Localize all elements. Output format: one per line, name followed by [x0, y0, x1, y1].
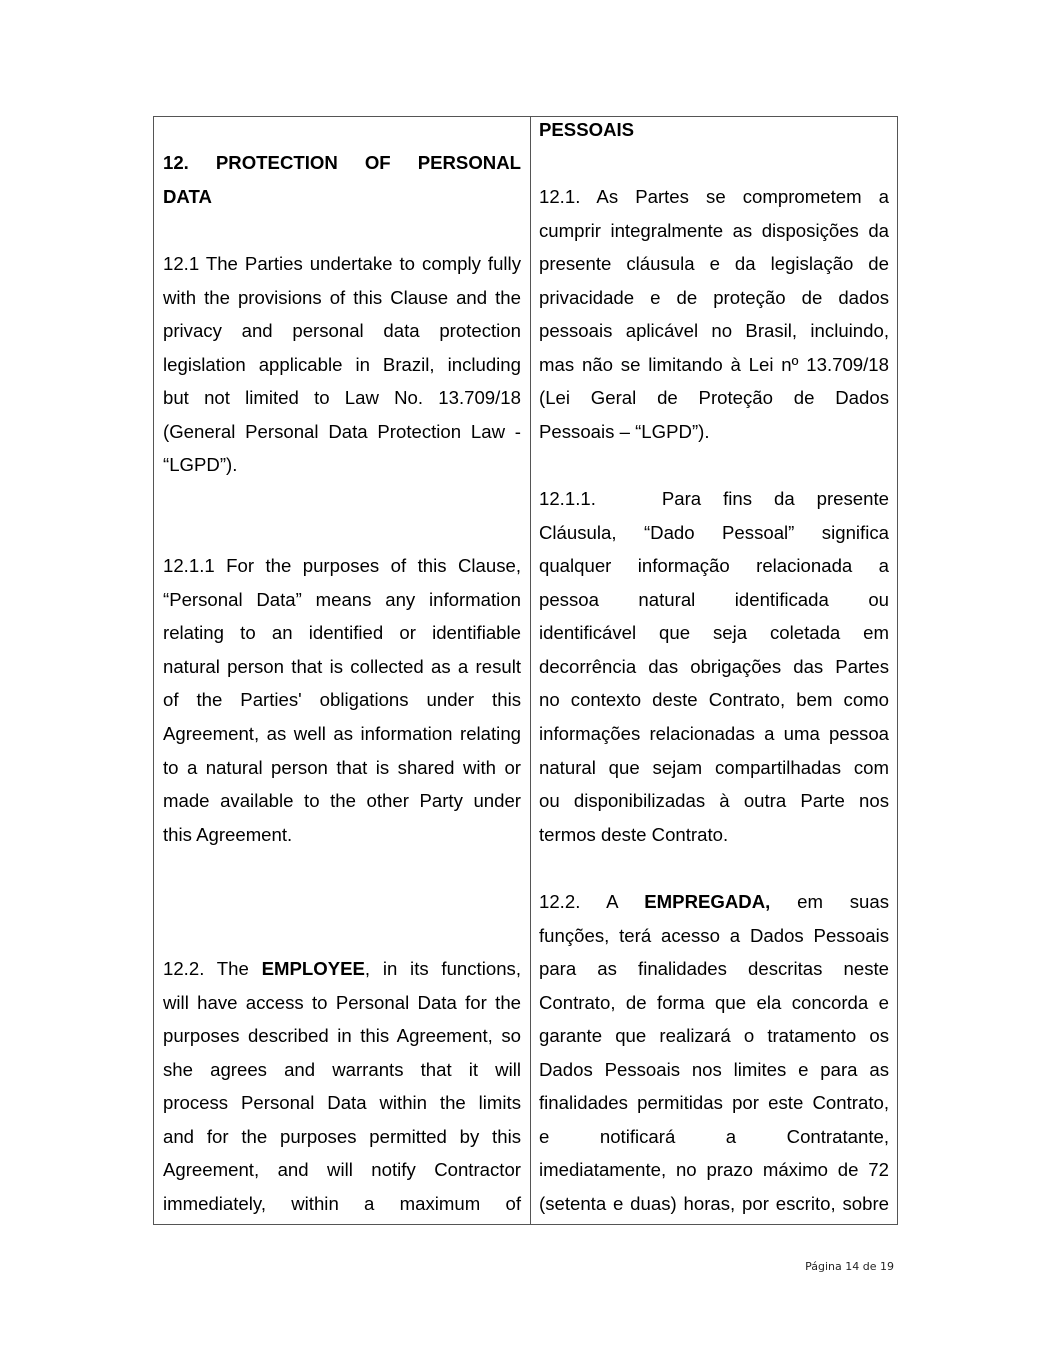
en-12-2-line: immediately, within a maximum of [163, 1193, 521, 1214]
pt-12-1-line: mas não se limitando à Lei nº 13.709/18 [539, 354, 889, 375]
portuguese-column [531, 117, 897, 1224]
en-12-1-1-line: Agreement, as well as information relating [163, 723, 521, 744]
en-12-1-1-line: natural person that is collected as a result [163, 656, 521, 677]
pt-12-2-line: para as finalidades descritas neste [539, 958, 889, 979]
pt-12-1-1-line: no contexto deste Contrato, bem como [539, 689, 889, 710]
en-12-2-line: purposes described in this Agreement, so [163, 1025, 521, 1046]
pt-12-1-1-line: decorrência das obrigações das Partes [539, 656, 889, 677]
pt-12-1-1-line: ou disponibilizadas à outra Parte nos [539, 790, 889, 811]
en-12-2-line: Agreement, and will notify Contractor [163, 1159, 521, 1180]
en-12-1-1-line: of the Parties' obligations under this [163, 689, 521, 710]
pt-12-1-1-line: pessoa natural identificada ou [539, 589, 889, 610]
en-12-1-line: but not limited to Law No. 13.709/18 [163, 387, 521, 408]
en-12-1-line: with the provisions of this Clause and the [163, 287, 521, 308]
en-12-1-1-line: this Agreement. [163, 824, 293, 845]
pt-12-1-line: 12.1. As Partes se comprometem a [539, 186, 889, 207]
en-12-2-line: she agrees and warrants that it will [163, 1059, 521, 1080]
en-12-1-1-line: relating to an identified or identifiable [163, 622, 521, 643]
en-12-2-line: will have access to Personal Data for the [163, 992, 521, 1013]
pt-12-2-line: finalidades permitidas por este Contrato, [539, 1092, 889, 1113]
pt-12-1-1-line: termos deste Contrato. [539, 824, 729, 845]
pt-12-2-line: e notificará a Contratante, [539, 1126, 889, 1147]
heading-continuation: PESSOAIS [539, 119, 635, 140]
en-12-1-line: 12.1 The Parties undertake to comply fully [163, 253, 521, 274]
en-12-2-line: and for the purposes permitted by this [163, 1126, 521, 1147]
en-12-2-first-line: 12.2. The EMPLOYEE, in its functions, [163, 958, 521, 979]
en-12-2-line: process Personal Data within the limits [163, 1092, 521, 1113]
en-12-1-line: privacy and personal data protection [163, 320, 521, 341]
heading-line-1: 12. PROTECTION OF PERSONAL [163, 152, 521, 173]
pt-12-2-line: Contrato, de forma que ela concorda e [539, 992, 889, 1013]
pt-12-1-1-line: identificável que seja coletada em [539, 622, 889, 643]
pt-12-1-1-line: natural que sejam compartilhadas com [539, 757, 889, 778]
pt-12-1-line: pessoais aplicável no Brasil, incluindo, [539, 320, 889, 341]
empregada-term: EMPREGADA, [644, 891, 771, 912]
page-number: Página 14 de 19 [805, 1260, 894, 1273]
pt-12-1-line: Pessoais – “LGPD”). [539, 421, 710, 442]
pt-12-2-first-line: 12.2. A EMPREGADA, em suas [539, 891, 889, 912]
pt-12-2-line: Dados Pessoais nos limites e para as [539, 1059, 889, 1080]
pt-12-1-line: cumprir integralmente as disposições da [539, 220, 889, 241]
pt-12-2-line: imediatamente, no prazo máximo de 72 [539, 1159, 889, 1180]
pt-12-1-line: privacidade e de proteção de dados [539, 287, 889, 308]
employee-term: EMPLOYEE [261, 958, 365, 979]
pt-12-2-line: (setenta e duas) horas, por escrito, sobre [539, 1193, 889, 1214]
en-12-1-line: legislation applicable in Brazil, including [163, 354, 521, 375]
pt-12-1-1-line: qualquer informação relacionada a [539, 555, 889, 576]
english-column [154, 117, 531, 1224]
bilingual-clause-table [153, 116, 898, 1225]
pt-12-1-line: presente cláusula e da legislação de [539, 253, 889, 274]
pt-12-1-line: (Lei Geral de Proteção de Dados [539, 387, 889, 408]
heading-line-2: DATA [163, 186, 212, 207]
pt-12-1-1-first-line: 12.1.1. Para fins da presente [539, 488, 889, 509]
en-12-1-line: “LGPD”). [163, 454, 238, 475]
en-12-1-1-line: to a natural person that is shared with or [163, 757, 521, 778]
en-12-1-line: (General Personal Data Protection Law - [163, 421, 521, 442]
pt-12-1-1-line: Cláusula, “Dado Pessoal” significa [539, 522, 889, 543]
en-12-1-1-line: “Personal Data” means any information [163, 589, 521, 610]
pt-12-2-line: garante que realizará o tratamento os [539, 1025, 889, 1046]
en-12-1-1-line: 12.1.1 For the purposes of this Clause, [163, 555, 521, 576]
en-12-1-1-line: made available to the other Party under [163, 790, 521, 811]
pt-12-2-line: funções, terá acesso a Dados Pessoais [539, 925, 889, 946]
pt-12-1-1-line: informações relacionadas a uma pessoa [539, 723, 889, 744]
